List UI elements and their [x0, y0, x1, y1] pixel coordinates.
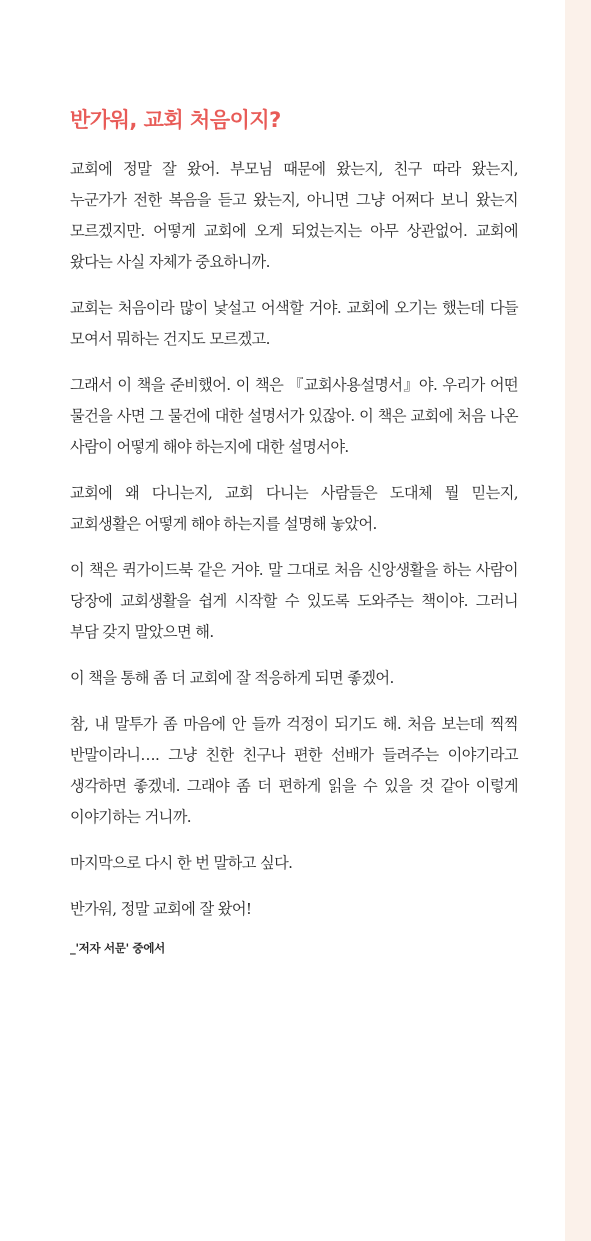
paragraph: 이 책을 통해 좀 더 교회에 잘 적응하게 되면 좋겠어.	[70, 669, 394, 687]
source-citation: _'저자 서문' 중에서	[70, 941, 165, 955]
preface-excerpt	[70, 104, 518, 956]
paragraph: 참, 내 말투가 좀 마음에 안 들까 걱정이 되기도 해. 처음 보는데 찍찍 반말이라니…. 그냥 친한 친구나 편한 선배가 들려주는 이야기라고 생각하면 좋겠네. 그래야 좀 더 편하게 읽을 수 있을 것 같아 이렇게 이야기하는 거니까.	[70, 715, 518, 826]
paragraph: 마지막으로 다시 한 번 말하고 싶다.	[70, 854, 293, 872]
paragraph: 교회에 왜 다니는지, 교회 다니는 사람들은 도대체 뭘 믿는지, 교회생활은 어떻게 해야 하는지를 설명해 놓았어.	[70, 484, 518, 533]
side-strip	[565, 0, 591, 1241]
paragraph: 이 책은 퀵가이드북 같은 거야. 말 그대로 처음 신앙생활을 하는 사람이 당장에 교회생활을 쉽게 시작할 수 있도록 도와주는 책이야. 그러니 부담 갖지 말았으면 해.	[70, 561, 518, 641]
paragraph: 교회에 정말 잘 왔어. 부모님 때문에 왔는지, 친구 따라 왔는지, 누군가가 전한 복음을 듣고 왔는지, 아니면 그냥 어쩌다 보니 왔는지 모르겠지만. 어떻게 교회에 오게 되었는지는 아무 상관없어. 교회에 왔다는 사실 자체가 중요하니까.	[70, 160, 518, 271]
heading: 반가워, 교회 처음이지?	[70, 108, 281, 132]
paragraph: 반가워, 정말 교회에 잘 왔어!	[70, 900, 252, 918]
paragraph: 그래서 이 책을 준비했어. 이 책은 『교회사용설명서』야. 우리가 어떤 물건을 사면 그 물건에 대한 설명서가 있잖아. 이 책은 교회에 처음 나온 사람이 어떻게 해야 하는지에 대한 설명서야.	[70, 376, 518, 456]
paragraph: 교회는 처음이라 많이 낯설고 어색할 거야. 교회에 오기는 했는데 다들 모여서 뭐하는 건지도 모르겠고.	[70, 299, 518, 348]
